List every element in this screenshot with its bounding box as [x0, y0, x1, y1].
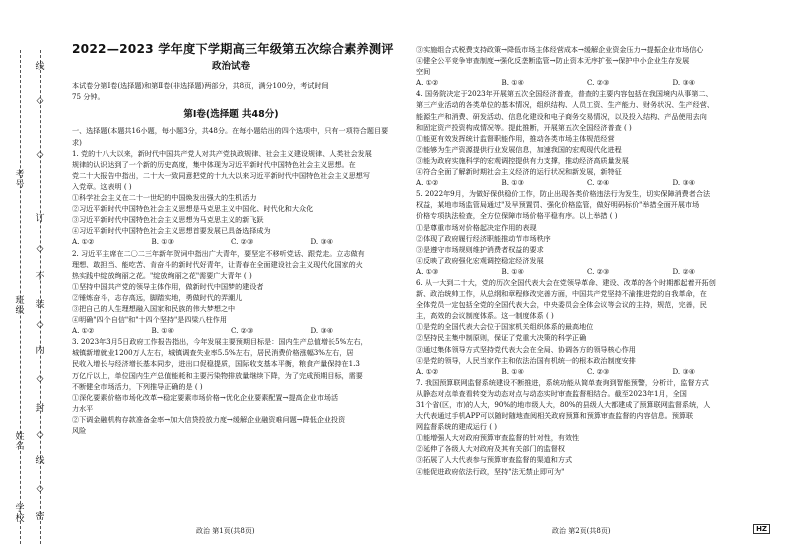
question-stem-line: 民收入增长与经济增长基本同步，进出口促稳提质，国际收支基本平衡，粮食产量保持在1.3 — [72, 359, 360, 369]
statement-item: ①能增强人大对政府预算审查监督的针对性，有效性 — [416, 433, 580, 443]
statement-item: 风险 — [72, 426, 87, 435]
question-stem-line: 大代表通过手机APP可以随时随地查阅相关政府预算和预算审查监督的内容信息。预算联 — [416, 411, 694, 421]
diamond-marker: ◇ — [36, 374, 44, 384]
seal-line — [40, 50, 41, 544]
page-footer-left: 政治 第1页(共8页) — [196, 527, 255, 535]
statement-item: ③实施组合式税费支持政策→降低市场主体经营成本→缓解企业资金压力→提振企业市场信心 — [416, 45, 704, 54]
statement-item: 力水平 — [72, 403, 94, 413]
statement-item: ②体现了政府履行经济职能推动节市场秩序 — [416, 233, 551, 243]
diamond-marker: ◇ — [36, 96, 44, 106]
statement-item: ②锤炼奋斗，志存高远，脚踏实地，勇做时代的弄潮儿 — [72, 292, 243, 302]
diamond-marker: ◇ — [36, 484, 44, 494]
question-4 — [416, 88, 758, 188]
statement-item: ③通过集体领导方式坚持党代表大会在全局、协调各方的领导核心作用 — [416, 344, 636, 354]
question-stem-line: 万亿斤以上，单位国内生产总值能耗和主要污染物排放量继续下降，为了完成预期目标，需要 — [72, 370, 363, 380]
question-stem-line: 能源生产和消费、研发活动、信息化建设和电子商务交易情况，以及投入结构、产品使用去向 — [416, 111, 707, 121]
question-stem-line: 31个省(区，市)的人大，90%的地市级人大，80%的县级人大都建成了预算联网监督系统，人 — [416, 400, 711, 409]
answer-options — [416, 77, 758, 88]
statement-item: ③是遵守市场规则维护消费者权益的要求 — [416, 244, 544, 254]
statement-item: ④健全公平竞争审查制度→强化反垄断监管→防止资本无序扩张→保护中小企业生存发展 — [416, 56, 690, 66]
option-d: D. ③④ — [672, 178, 696, 188]
statement-item: ②下调金融机构存款准备金率→加大信贷投放力度→缓解企业融资难问题→降低企业投资 — [72, 414, 346, 424]
question-2 — [72, 248, 390, 337]
question-stem-line: 价格专项执法检查，全方位保障市场价格平稳有序。以上举措 ( ) — [416, 211, 618, 221]
exam-no-label: 考号 — [15, 170, 25, 190]
exam-note-line: 本试卷分第Ⅰ卷(选择题)和第Ⅱ卷(非选择题)两部分，共8页，满分100分，考试时间 — [72, 81, 329, 91]
left-column — [72, 42, 394, 436]
question-stem-line: 网监督系统的建成运行 ( ) — [416, 422, 497, 432]
question-stem-line: 热实践中绽放绚丽之花。"绽放绚丽之花"需要广大青年 ( ) — [72, 270, 252, 280]
option-a: A. ①② — [72, 326, 95, 336]
option-a: A. ①③ — [416, 266, 439, 276]
option-b: B. ①④ — [501, 78, 524, 88]
corner-code: HZ — [753, 524, 770, 534]
binding-feng: 封 — [35, 404, 45, 414]
option-b: B. ①④ — [501, 266, 524, 276]
option-b: B. ①③ — [501, 178, 524, 188]
statement-item: ③习近平新时代中国特色社会主义思想为马克思主义的新飞跃 — [72, 215, 264, 225]
binding-bu: 不 — [35, 272, 45, 282]
statement-item: ②坚持民主集中制原则，保证了党重大决策的科学正确 — [416, 333, 587, 343]
question-stem-line: 主，高效的会议制度体系。这一制度体系 ( ) — [416, 311, 554, 321]
statement-item: ③把自己的人生理想融入国家和民族的伟大梦想之中 — [72, 303, 236, 313]
answer-options — [72, 325, 390, 336]
option-a: A. ①② — [72, 237, 95, 247]
option-d: D. ②④ — [672, 266, 696, 276]
school-label: 学校 — [15, 504, 25, 524]
question-stem-line: 新、政治统帅工作，从总纲和章程修改完善方面，中国共产党坚持不渝推进党的自我革命，在 — [416, 289, 707, 299]
binding-strip — [0, 0, 48, 554]
statement-item: ④习近平新时代中国特色社会主义思想首要发展已具备选择成为 — [72, 226, 271, 236]
option-c: C. ②③ — [587, 366, 610, 376]
question-3-continued — [416, 44, 758, 88]
question-6 — [416, 277, 758, 377]
statement-item: ②能够为生产资源提供行业发展信息，加速我国的宏观现代化进程 — [416, 144, 622, 154]
answer-options — [416, 266, 758, 277]
binding-xian-top: 线 — [35, 62, 45, 72]
statement-item: ④明确"四个自信"和"十四个坚持"是四梁八柱作用 — [72, 315, 227, 325]
exam-subject: 政治试卷 — [211, 61, 250, 73]
exam-note-line: 75 分钟。 — [72, 92, 105, 102]
statement-item: ②延伸了各级人大对政府及其有关部门的监督权 — [416, 444, 565, 454]
section-heading: 第Ⅰ卷(选择题 共48分) — [183, 109, 279, 121]
part-instruction: 一、选择题(本题共16小题，每小题3分，共48分。在每小题给出的四个选项中，只有一项符合题目要求) — [72, 126, 389, 147]
binding-mi: 密 — [35, 512, 45, 522]
statement-item: ③拓展了人大代表参与预算审查监督的渠道和方式 — [416, 455, 573, 465]
question-stem-line: 规律的认识达到了一个新的历史高度，集中体现为习近平新时代中国特色社会主义思想。在 — [72, 159, 356, 169]
diamond-marker: ◇ — [36, 150, 44, 160]
question-1 — [72, 148, 390, 248]
statement-item: ①坚持中国共产党的领导主体作用，做新时代中国梦的建设者 — [72, 281, 264, 291]
statement-item: ④符合全面了解新时期社会主义经济的运行状况和新发展，新特征 — [416, 167, 622, 177]
question-stem-line: 不断健全市场活力，下列推导正确的是 ( ) — [72, 381, 203, 391]
question-stem-line: 理想、敢担当、能吃苦、肯奋斗的新时代好青年，让青春在全面建设社会主义现代化国家的火 — [72, 259, 363, 269]
diamond-marker: ◇ — [36, 320, 44, 330]
question-stem-line: 从静态对点单查看转变为动态对点与动态实时审查监督相结合。截至2023年1月，全国 — [416, 388, 687, 398]
option-a: A. ①② — [416, 178, 439, 188]
option-d: D. ③④ — [310, 237, 334, 247]
statement-item: ②习近平新时代中国特色社会主义思想是马克思主义中国化、时代化和大众化 — [72, 204, 314, 214]
option-b: B. ①④ — [151, 326, 174, 336]
option-d: D. ③④ — [672, 78, 696, 88]
statement-item: ④能促进政府依法行政，坚持"法无禁止即可为" — [416, 466, 565, 476]
binding-zhuang: 装 — [35, 300, 45, 310]
diamond-marker: ◇ — [36, 244, 44, 254]
class-label: 班级 — [15, 296, 25, 316]
option-c: C. ②③ — [587, 78, 610, 88]
option-c: C. ②③ — [231, 237, 254, 247]
statement-item: ③能为政府实施科学的宏观调控提供有力支撑，推动经济高质量发展 — [416, 155, 629, 165]
statement-item: 空间 — [416, 67, 431, 77]
question-stem-line: 1. 党的十八大以来，新时代中国共产党人对共产党执政规律、社会主义建设规律、人类社会发展 — [72, 148, 372, 158]
statement-item: ④是党的领导，人民当家作主和依法治国有机统一的根本政治制度安排 — [416, 355, 636, 365]
statement-item: ④反映了政府强化宏观调控稳定经济发展 — [416, 255, 544, 265]
option-b: B. ①③ — [151, 237, 174, 247]
question-stem-line: 入党章。这表明 ( ) — [72, 181, 132, 191]
option-c: C. ②④ — [587, 178, 610, 188]
option-c: C. ②③ — [587, 266, 610, 276]
answer-options — [416, 177, 758, 188]
question-stem-line: 3. 2023年3月5日政府工作报告指出，今年发展主要预期目标是：国内生产总值增长5%左右， — [72, 337, 368, 347]
statement-item: ①是党的全国代表大会位于国家机关组织体系的最高地位 — [416, 322, 594, 332]
binding-nei: 内 — [35, 346, 45, 356]
name-label: 姓名 — [15, 432, 25, 452]
binding-ding: 订 — [35, 214, 45, 224]
option-a: A. ①② — [416, 366, 439, 376]
statement-item: ①能更有效发挥统计监督职能作用，推动各类市场主体规范经营 — [416, 133, 615, 143]
question-stem-line: 权益，某地市场监管局通过"及早预置罚、强化价格监管，做好明码标价"举措全面开展市场 — [416, 200, 700, 210]
answer-options — [72, 236, 390, 247]
question-stem-line: 6. 从一大到二十大，党的历次全国代表大会在党领导革命、建设、改革的各个时期都起着开拓创 — [416, 277, 716, 287]
option-c: C. ②③ — [231, 326, 254, 336]
statement-item: ①是尊重市场对价格起决定作用的表现 — [416, 222, 537, 232]
question-7 — [416, 377, 758, 477]
page-footer-right: 政治 第2页(共8页) — [552, 527, 611, 535]
question-stem-line: 党二十大报告中指出，二十大一致同意把党的十九大以来习近平新时代中国特色社会主义思想写 — [72, 170, 370, 180]
question-stem-line: 城镇新增就业1200万人左右，城镇调查失业率5.5%左右，居民消费价格涨幅3%左右，居 — [72, 348, 354, 358]
question-stem-line: 第三产业活动的各类单位的基本情况，组织结构、人员工资、生产能力、财务状况、生产经营、 — [416, 100, 714, 110]
exam-title: 2022—2023 学年度下学期高三年级第五次综合素养测评 — [72, 42, 394, 56]
statement-item: ①深化要素价格市场化改革→稳定要素市场价格→优化企业要素配置→提高企业市场活 — [72, 392, 339, 402]
option-d: D. ③④ — [310, 326, 334, 336]
statement-item: ①科学社会主义在二十一世纪的中国焕发出强大的生机活力 — [72, 193, 257, 203]
question-stem-line: 4. 国务院决定于2023年开展第五次全国经济普查，普查的主要内容包括在我国境内从事第二、 — [416, 89, 713, 99]
question-stem-line: 2. 习近平主席在二〇二三年新年贺词中指出广大青年，要坚定不移听党话、跟党走。立志做有 — [72, 248, 365, 258]
right-column — [416, 44, 758, 477]
question-stem-line: 5. 2022年9月，为做好保供稳价工作，防止出现各类价格违法行为发生，切实保障消费者合法 — [416, 189, 711, 199]
answer-options — [416, 366, 758, 377]
question-stem-line: 和固定资产投资构成情况等。提此推断，开展第五次全国经济普查 ( ) — [416, 122, 632, 132]
option-a: A. ①② — [416, 78, 439, 88]
question-3 — [72, 336, 390, 436]
question-stem-line: 全体党员一定包括全党的全国代表大会，中央委员会全体会议等会议的主持，规范，完善，民 — [416, 300, 707, 310]
option-d: D. ③④ — [672, 366, 696, 376]
question-stem-line: 7. 我国预算联网监督系统建设不断推进，系统功能从简单查询到智能预警，分析计，监督方式 — [416, 377, 709, 387]
diamond-marker: ◇ — [36, 430, 44, 440]
binding-xian: 线 — [35, 456, 45, 466]
option-b: B. ①④ — [501, 366, 524, 376]
question-5 — [416, 188, 758, 277]
